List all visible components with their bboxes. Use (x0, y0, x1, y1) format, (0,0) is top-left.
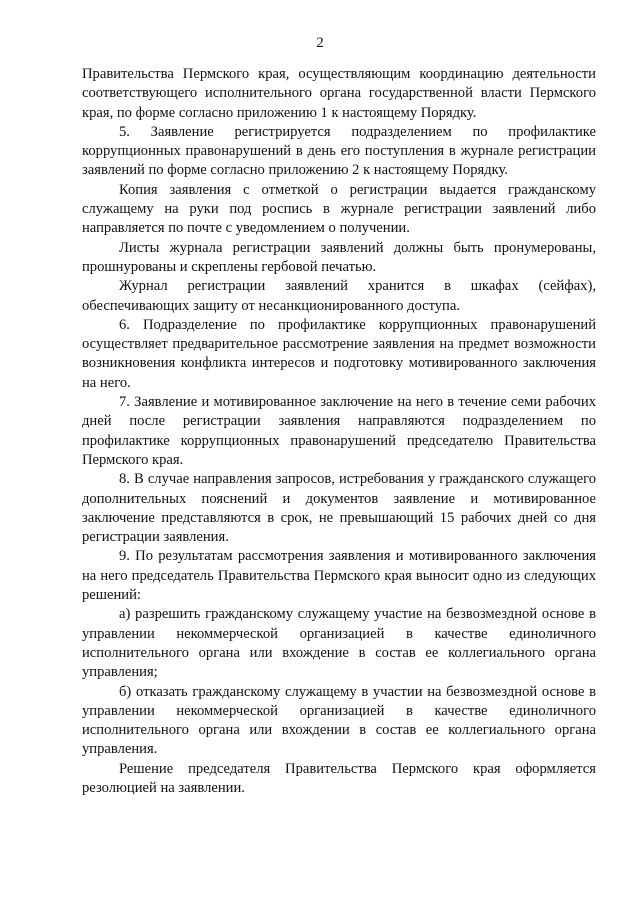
list-item-a: а) разрешить гражданскому служащему участие на безвозмездной основе в управлении некоммерческой организацией в качестве единоличного исполнительного органа или вхождение в состав ее коллегиального органа управления; (82, 606, 596, 681)
paragraph: 8. В случае направления запросов, истребования у гражданского служащего дополнительных пояснений и документов заявление и мотивированное заключение представляются в срок, не превышающий 15 рабочих дней со дня регистрации заявления. (82, 471, 596, 546)
paragraph: Журнал регистрации заявлений хранится в шкафах (сейфах), обеспечивающих защиту от несанкционированного доступа. (82, 278, 596, 314)
page-number: 2 (316, 35, 324, 51)
paragraph: 5. Заявление регистрируется подразделением по профилактике коррупционных правонарушений в день его поступления в журнале регистрации заявлений по форме согласно приложению 2 к настоящему Порядку. (82, 123, 596, 179)
paragraph: 7. Заявление и мотивированное заключение на него в течение семи рабочих дней после регистрации заявления направляются подразделением по профилактике коррупционных правонарушений председателю Правительства Пермского края. (82, 394, 596, 468)
paragraph: 6. Подразделение по профилактике коррупционных правонарушений осуществляет предварительное рассмотрение заявления на предмет возможности возникновения конфликта интересов и подготовку мотивированного заключения на него. (82, 316, 596, 391)
paragraph: Копия заявления с отметкой о регистрации выдается гражданскому служащему на руки под роспись в журнале регистрации заявлений либо направляется по почте с уведомлением о получении. (82, 181, 596, 237)
paragraph: Решение председателя Правительства Пермского края оформляется резолюцией на заявлении. (82, 760, 596, 796)
paragraph: 9. По результатам рассмотрения заявления и мотивированного заключения на него председатель Правительства Пермского края выносит одно из следующих решений: (82, 548, 596, 604)
paragraph: Правительства Пермского края, осуществляющим координацию деятельности соответствующего исполнительного органа государственной власти Пермского края, по форме согласно приложению 1 к настоящему Порядку. (82, 66, 596, 121)
paragraph: Листы журнала регистрации заявлений должны быть пронумерованы, прошнурованы и скреплены гербовой печатью. (82, 239, 596, 275)
document-body (82, 65, 596, 798)
list-item-b: б) отказать гражданскому служащему в участии на безвозмездной основе в управлении некоммерческой организацией в качестве единоличного исполнительного органа или вхождении в состав ее коллегиального органа управления. (82, 683, 596, 758)
